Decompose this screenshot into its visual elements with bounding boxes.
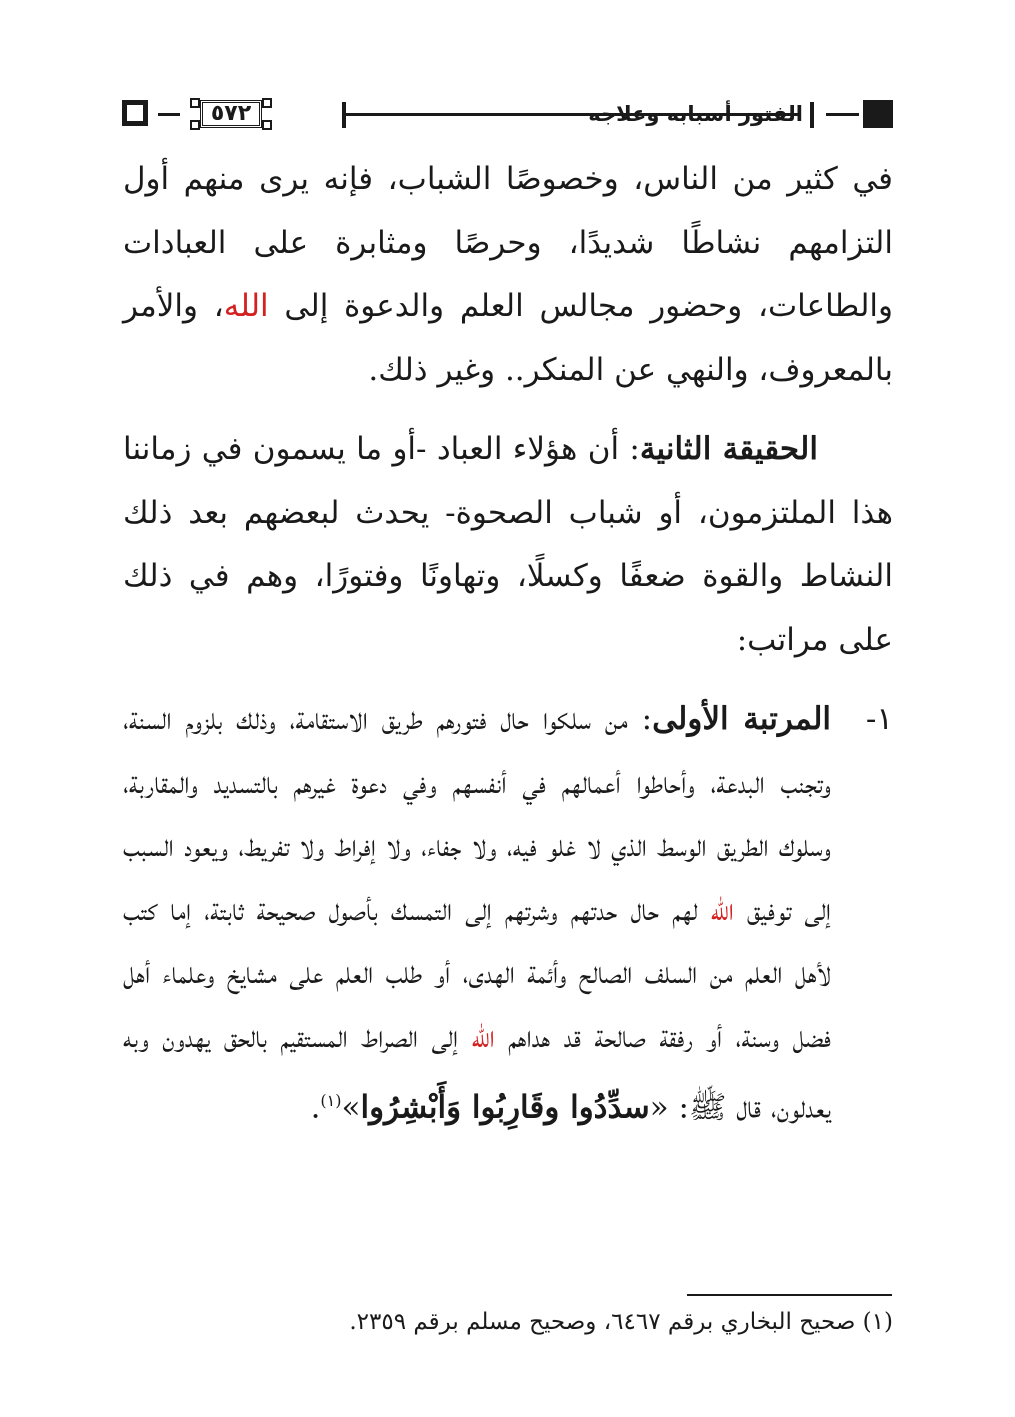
frame-corner-ornament: [190, 98, 200, 108]
list-text-part: : من سلكوا حال فتورهم طريق الاستقامة، وذلك بلزوم السنة، وتجنب البدعة، وأحاطوا أعمالهم في أنفسهم وفي دعوة غيرهم بالتسديد والمقاربة، وسلوك الطريق الوسط الذي لا غلو فيه، ولا جفاء، ولا إفراط ولا تفريط، ويعود السبب إلى توفيق: [123, 701, 832, 928]
paragraph-text: في كثير من الناس، وخصوصًا الشباب، فإنه يرى منهم أول التزامهم نشاطًا شديدًا، وحرصًا ومثابرة على العبادات والطاعات، وحضور مجالس العلم والدعوة إلى: [123, 161, 893, 324]
frame-corner-ornament: [262, 98, 272, 108]
paragraph-text: : أن هؤلاء العباد -أو ما يسمون في زماننا هذا الملتزمون، أو شباب الصحوة- يحدث لبعضهم بعد ذلك النشاط والقوة ضعفًا وكسلًا، وتهاونًا وفتورًا، وهم في ذلك على مراتب:: [123, 431, 893, 658]
page-number-frame: [186, 98, 276, 130]
header-rule: [826, 113, 859, 116]
paragraph: [123, 148, 893, 402]
running-title: الفتور أسبابه وعلاجه: [588, 102, 803, 126]
ranks-list: [123, 688, 893, 1140]
divine-name-highlight: الله: [223, 288, 269, 324]
frame-corner-ornament: [190, 120, 200, 130]
list-text-part: إلى الصراط المستقيم بالحق يهدون وبه يعدلون، قال ﷺ: «: [123, 1018, 831, 1126]
page-number: ٥٧٢: [210, 101, 252, 126]
paragraph-text: ، والأمر بالمعروف، والنهي عن المنكر.. وغير ذلك.: [123, 288, 893, 388]
footnote-reference[interactable]: (١): [320, 1091, 342, 1110]
list-text-part: لهم حال حدتهم وشرتهم إلى التمسك بأصول صحيحة ثابتة، إما كتب لأهل العلم من السلف الصالح وأئمة الهدى، أو طلب العلم على مشايخ وعلماء أهل فضل وسنة، أو رفقة صالحة قد هداهم: [123, 891, 832, 1055]
header-square-solid-ornament: [863, 100, 893, 128]
frame-corner-ornament: [262, 120, 272, 130]
list-number: ١-: [865, 701, 893, 737]
page-header: [122, 98, 893, 132]
header-rule: [158, 113, 180, 116]
divine-name-highlight: الله: [710, 891, 734, 928]
header-rule-bar: [342, 102, 346, 128]
list-term: المرتبة الأولى: [652, 701, 831, 737]
list-text-part: .: [310, 1089, 321, 1126]
footnote: (١) صحيح البخاري برقم ٦٤٦٧، وصحيح مسلم برقم ٢٣٥٩.: [349, 1309, 893, 1335]
header-square-outline-ornament: [122, 100, 148, 126]
list-item-text: [123, 688, 831, 1140]
hadith-quote: سدِّدُوا وقَارِبُوا وَأَبْشِرُوا: [360, 1089, 650, 1126]
divine-name-highlight: الله: [471, 1018, 495, 1055]
header-rule-bar: [810, 102, 814, 128]
section-term: الحقيقة الثانية: [639, 431, 818, 467]
list-text-part: »: [341, 1089, 361, 1126]
footnote-separator: [687, 1294, 892, 1296]
paragraph: [123, 418, 893, 672]
list-item: [123, 688, 893, 1140]
